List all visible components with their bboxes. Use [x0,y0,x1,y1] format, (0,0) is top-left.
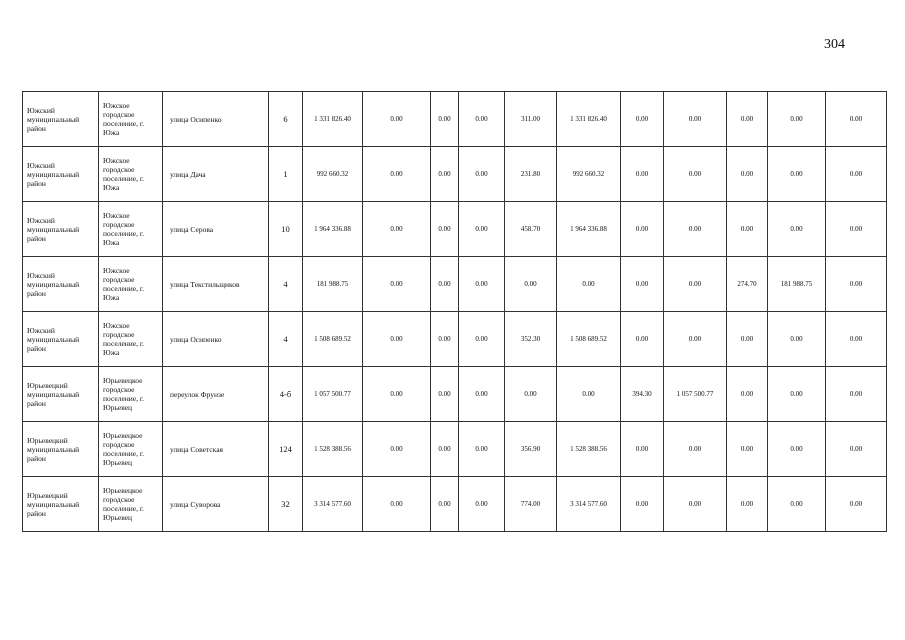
value-cell: 0.00 [459,367,505,422]
value-cell: 0.00 [768,422,826,477]
table-row [23,422,887,477]
table-row [23,257,887,312]
value-cell: 0.00 [768,202,826,257]
settlement-cell: Южское городское поселение, г. Южа [99,92,163,147]
value-cell: 0.00 [621,422,664,477]
value-cell: 0.00 [621,477,664,532]
table-row [23,367,887,422]
settlement-cell: Юрьевецкое городское поселение, г. Юрьевец [99,477,163,532]
settlement-cell: Юрьевецкое городское поселение, г. Юрьевец [99,367,163,422]
value-cell: 0.00 [363,147,431,202]
settlement-cell: Южское городское поселение, г. Южа [99,202,163,257]
street-cell: улица Дача [163,147,269,202]
house-number-cell: 4 [269,257,303,312]
value-cell: 181 988.75 [303,257,363,312]
table-row [23,202,887,257]
value-cell: 0.00 [459,202,505,257]
value-cell: 0.00 [557,257,621,312]
value-cell: 992 660.32 [557,147,621,202]
street-cell: улица Суворова [163,477,269,532]
district-cell: Юрьевецкий муниципальный район [23,477,99,532]
value-cell: 0.00 [363,477,431,532]
value-cell: 0.00 [505,257,557,312]
house-number-cell: 1 [269,147,303,202]
value-cell: 0.00 [363,92,431,147]
value-cell: 0.00 [621,312,664,367]
value-cell: 0.00 [727,312,768,367]
value-cell: 1 057 500.77 [303,367,363,422]
value-cell: 311.00 [505,92,557,147]
value-cell: 0.00 [363,312,431,367]
house-number-cell: 10 [269,202,303,257]
value-cell: 0.00 [459,312,505,367]
house-number-cell: 6 [269,92,303,147]
value-cell: 0.00 [505,367,557,422]
value-cell: 0.00 [664,422,727,477]
value-cell: 0.00 [621,147,664,202]
value-cell: 0.00 [768,477,826,532]
value-cell: 0.00 [459,422,505,477]
value-cell: 1 057 500.77 [664,367,727,422]
value-cell: 1 528 388.56 [303,422,363,477]
district-cell: Южский муниципальный район [23,202,99,257]
value-cell: 1 964 336.88 [557,202,621,257]
value-cell: 0.00 [459,92,505,147]
value-cell: 0.00 [363,202,431,257]
value-cell: 0.00 [826,367,887,422]
table-row [23,477,887,532]
street-cell: улица Серова [163,202,269,257]
value-cell: 0.00 [621,202,664,257]
value-cell: 0.00 [431,257,459,312]
value-cell: 1 964 336.88 [303,202,363,257]
value-cell: 0.00 [727,367,768,422]
value-cell: 0.00 [431,147,459,202]
value-cell: 0.00 [826,147,887,202]
value-cell: 1 528 388.56 [557,422,621,477]
housing-program-table [22,91,887,532]
value-cell: 0.00 [826,312,887,367]
value-cell: 231.80 [505,147,557,202]
value-cell: 0.00 [664,257,727,312]
district-cell: Южский муниципальный район [23,147,99,202]
value-cell: 394.30 [621,367,664,422]
value-cell: 0.00 [363,422,431,477]
value-cell: 3 314 577.60 [303,477,363,532]
house-number-cell: 4-б [269,367,303,422]
house-number-cell: 4 [269,312,303,367]
value-cell: 0.00 [363,257,431,312]
value-cell: 0.00 [431,202,459,257]
value-cell: 0.00 [431,92,459,147]
value-cell: 0.00 [826,92,887,147]
value-cell: 0.00 [727,422,768,477]
value-cell: 0.00 [664,92,727,147]
value-cell: 0.00 [459,257,505,312]
value-cell: 458.70 [505,202,557,257]
value-cell: 0.00 [727,477,768,532]
value-cell: 352.30 [505,312,557,367]
value-cell: 0.00 [621,257,664,312]
value-cell: 0.00 [768,312,826,367]
value-cell: 1 508 689.52 [303,312,363,367]
value-cell: 356.90 [505,422,557,477]
value-cell: 0.00 [431,367,459,422]
value-cell: 0.00 [431,422,459,477]
district-cell: Южский муниципальный район [23,312,99,367]
district-cell: Юрьевецкий муниципальный район [23,422,99,477]
value-cell: 0.00 [664,202,727,257]
value-cell: 0.00 [826,477,887,532]
value-cell: 0.00 [621,92,664,147]
value-cell: 0.00 [363,367,431,422]
house-number-cell: 124 [269,422,303,477]
value-cell: 0.00 [768,367,826,422]
table-row [23,147,887,202]
table-row [23,92,887,147]
table-body [23,92,887,532]
page-number: 304 [824,37,845,52]
value-cell: 181 988.75 [768,257,826,312]
district-cell: Южский муниципальный район [23,257,99,312]
value-cell: 0.00 [826,422,887,477]
value-cell: 0.00 [727,147,768,202]
value-cell: 274.70 [727,257,768,312]
value-cell: 0.00 [557,367,621,422]
value-cell: 0.00 [459,147,505,202]
value-cell: 0.00 [431,477,459,532]
value-cell: 1 331 826.40 [557,92,621,147]
value-cell: 0.00 [826,257,887,312]
settlement-cell: Южское городское поселение, г. Южа [99,257,163,312]
value-cell: 0.00 [664,477,727,532]
table-row [23,312,887,367]
value-cell: 0.00 [431,312,459,367]
settlement-cell: Южское городское поселение, г. Южа [99,147,163,202]
settlement-cell: Юрьевецкое городское поселение, г. Юрьевец [99,422,163,477]
street-cell: улица Текстильщиков [163,257,269,312]
street-cell: улица Осипенко [163,92,269,147]
district-cell: Южский муниципальный район [23,92,99,147]
street-cell: улица Советская [163,422,269,477]
value-cell: 1 331 826.40 [303,92,363,147]
value-cell: 0.00 [727,202,768,257]
street-cell: улица Осипенко [163,312,269,367]
value-cell: 0.00 [768,92,826,147]
house-number-cell: 32 [269,477,303,532]
value-cell: 0.00 [459,477,505,532]
value-cell: 992 660.32 [303,147,363,202]
district-cell: Юрьевецкий муниципальный район [23,367,99,422]
value-cell: 0.00 [826,202,887,257]
value-cell: 3 314 577.60 [557,477,621,532]
value-cell: 1 508 689.52 [557,312,621,367]
street-cell: переулок Фрунзе [163,367,269,422]
settlement-cell: Южское городское поселение, г. Южа [99,312,163,367]
value-cell: 0.00 [727,92,768,147]
value-cell: 774.00 [505,477,557,532]
value-cell: 0.00 [664,312,727,367]
value-cell: 0.00 [664,147,727,202]
value-cell: 0.00 [768,147,826,202]
